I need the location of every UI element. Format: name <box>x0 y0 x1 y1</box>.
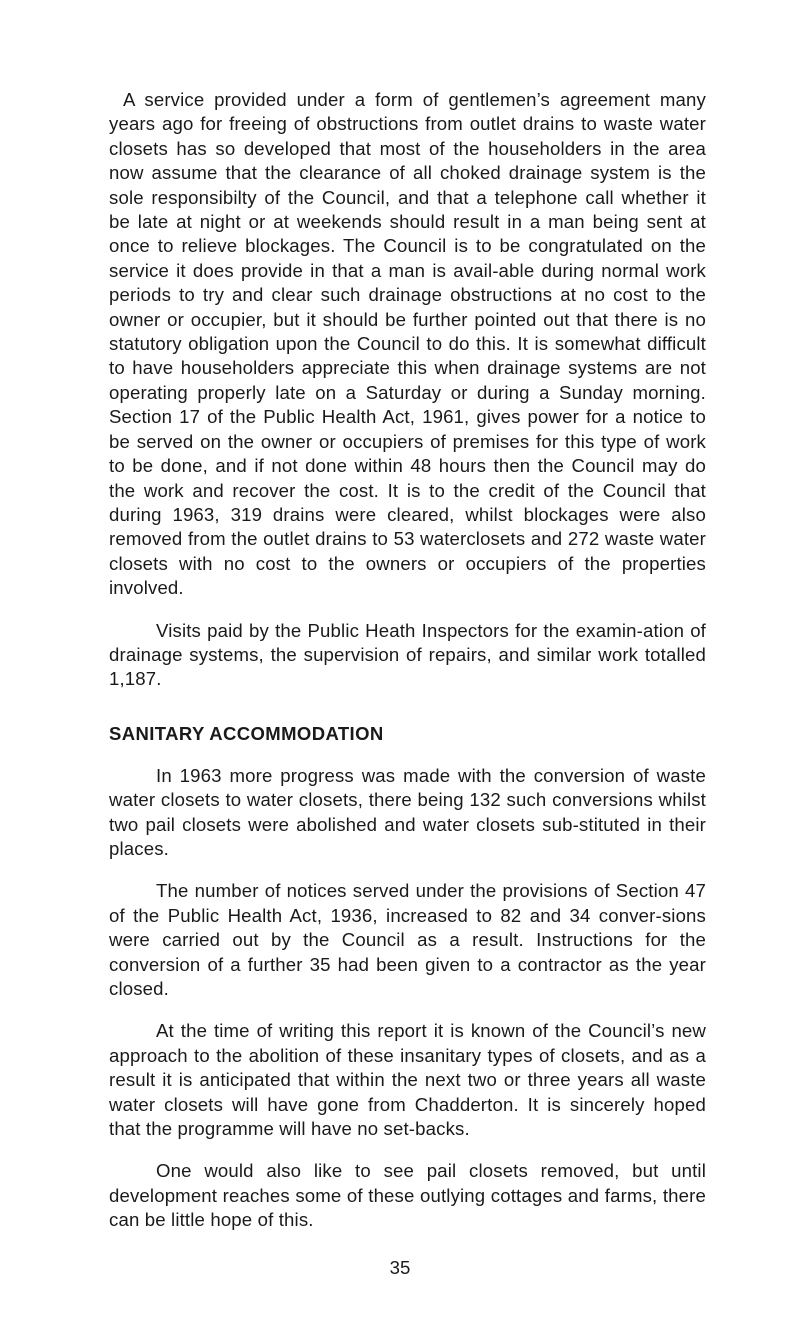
section-heading-sanitary-accommodation: SANITARY ACCOMMODATION <box>109 722 384 744</box>
paragraph-council-new-approach: At the time of writing this report it is known of the Council’s new approach to the abolition of these insanitary types of closets, and as a result it is anticipated that within the next two or three years all waste water closets will have gone from Chadderton. It is sincerely hoped that the programme will have no set-backs. <box>109 1020 706 1140</box>
paragraph-closet-conversions: In 1963 more progress was made with the conversion of waste water closets to water closets, there being 132 such conversions whilst two pail closets were abolished and water closets sub-stituted in their places. <box>109 764 706 859</box>
paragraph-pail-closets: One would also like to see pail closets removed, but until development reaches some of these outlying cottages and farms, there can be little hope of this. <box>109 1160 706 1231</box>
paragraph-drain-clearance-service: A service provided under a form of gentlemen’s agreement many years ago for freeing of obstructions from outlet drains to waste water closets has so developed that most of the householders in the area now assume that the clearance of all choked drainage system is the sole responsibilty of the Council, and that a telephone call whether it be late at night or at weekends should result in a man being sent at once to relieve blockages. The Council is to be congratulated on the service it does provide in that a man is avail-able during normal work periods to try and clear such drainage obstructions at no cost to the owner or occupier, but it should be further pointed out that there is no statutory obligation upon the Council to do this. It is somewhat difficult to have householders appreciate this when drainage systems are not operating properly late on a Saturday or during a Sunday morning. Section 17 of the Public Health Act, 1961, gives power for a notice to be served on the owner or occupiers of premises for this type of work to be done, and if not done within 48 hours then the Council may do the work and recover the cost. It is to the credit of the Council that during 1963, 319 drains were cleared, whilst blockages were also removed from the outlet drains to 53 waterclosets and 272 waste water closets with no cost to the owners or occupiers of the properties involved. <box>109 89 706 599</box>
page-number: 35 <box>389 1257 411 1278</box>
paragraph-inspector-visits: Visits paid by the Public Heath Inspectors for the examin-ation of drainage systems, the supervision of repairs, and similar work totalled 1,187. <box>109 619 706 690</box>
document-page <box>109 88 706 1233</box>
paragraph-section-47-notices: The number of notices served under the provisions of Section 47 of the Public Health Act, 1936, increased to 82 and 34 conver-sions were carried out by the Council as a result. Instructions for the conversion of a further 35 had been given to a contractor as the year closed. <box>109 880 706 999</box>
